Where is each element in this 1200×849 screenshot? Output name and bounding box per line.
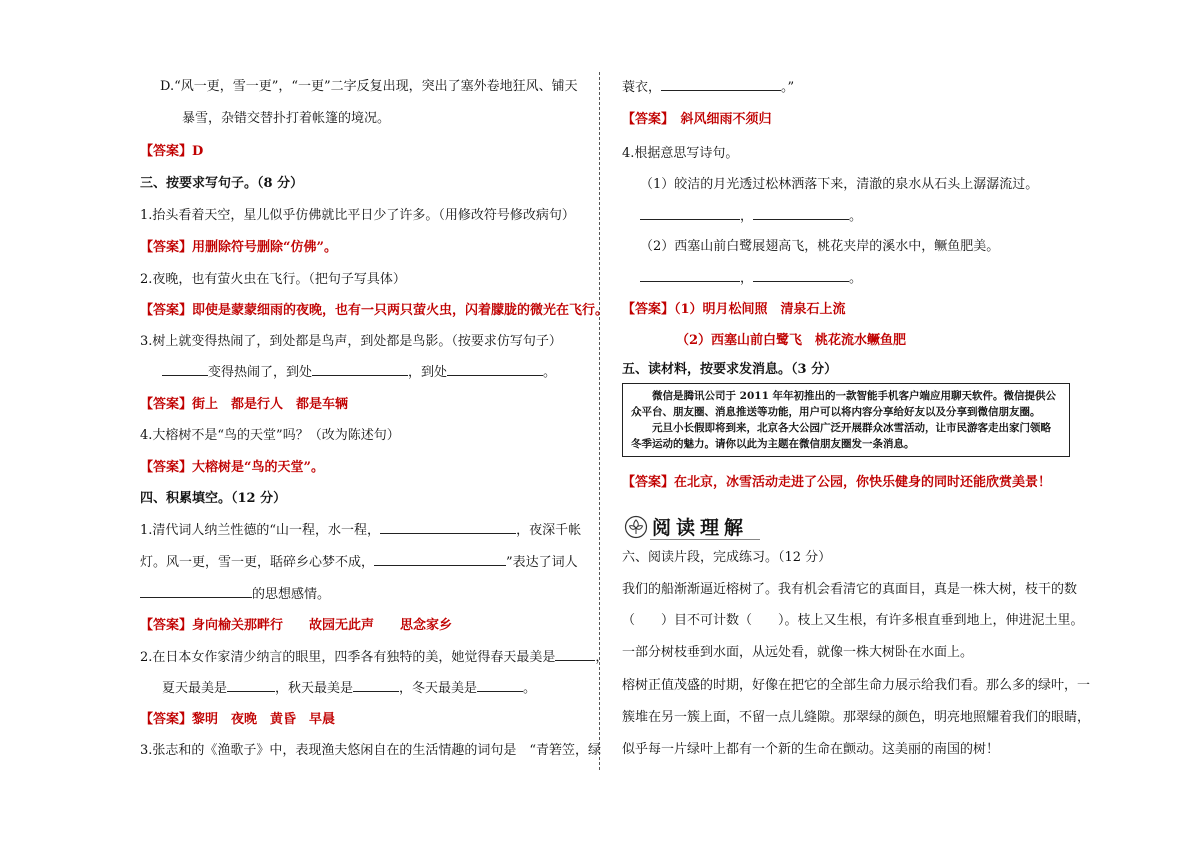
q4-1-text: ，夜深千帐 <box>516 523 582 538</box>
a3-2: 【答案】即使是蒙蒙细雨的夜晚，也有一只两只萤火虫，闪着朦胧的微光在飞行。 <box>140 303 609 318</box>
section-4-title: 四、积累填空。（12 分） <box>140 491 287 506</box>
passage-line-2: （ ）目不可计数（ ）。枝上又生根，有许多根直垂到地上，伸进泥土里。 <box>622 613 1084 628</box>
q4-4-1-blanks <box>640 207 862 226</box>
material-paragraph-2: 元旦小长假即将到来，北京各大公园广泛开展群众冰雪活动，让市民游客走出家门领略冬季运动的魅力。请你以此为主题在微信朋友圈发一条消息。 <box>631 422 1051 450</box>
q4-4-1: （1）皎洁的月光透过松林洒落下来，清澈的泉水从石头上潺潺流过。 <box>640 177 1039 192</box>
blank[interactable] <box>640 207 740 220</box>
blank[interactable] <box>374 553 506 566</box>
q3-3: 3.树上就变得热闹了，到处都是鸟声，到处都是鸟影。（按要求仿写句子） <box>140 334 562 349</box>
q4-1-line1 <box>140 521 581 540</box>
blank[interactable] <box>640 269 740 282</box>
blank[interactable] <box>753 269 849 282</box>
blank[interactable] <box>162 363 208 376</box>
reading-section-title: 阅读理解 <box>652 517 749 539</box>
q4-3-text: 。” <box>781 80 795 95</box>
q4-4: 4.根据意思写诗句。 <box>622 146 739 161</box>
q4-4-2: （2）西塞山前白鹭展翅高飞，桃花夹岸的溪水中，鳜鱼肥美。 <box>640 239 1000 254</box>
q4-3-cont <box>622 78 794 97</box>
q4-3-text: 蓑衣， <box>622 80 662 95</box>
a3-3: 【答案】街上 都是行人 都是车辆 <box>140 397 349 412</box>
passage-line-4: 榕树正值茂盛的时期，好像在把它的全部生命力展示给我们看。那么多的绿叶，一 <box>622 678 1091 693</box>
q3-3-blanks <box>162 363 556 382</box>
blank-text: ， <box>740 209 754 224</box>
blank[interactable] <box>753 207 849 220</box>
q4-2-text: ，秋天最美是 <box>275 681 354 696</box>
q4-1-text: ”表达了词人 <box>506 555 578 570</box>
flower-icon <box>624 515 648 539</box>
option-d-line2: 暴雪，杂错交替扑打着帐篷的境况。 <box>182 111 391 126</box>
option-d-line1: D.“风一更，雪一更”，“一更”二字反复出现，突出了塞外卷地狂风、铺天 <box>160 79 578 94</box>
q3-1: 1.抬头看着天空，星儿似乎仿佛就比平日少了许多。（用修改符号修改病句） <box>140 208 575 223</box>
material-box <box>622 383 1070 457</box>
a4-4b: （2）西塞山前白鹭飞 桃花流水鳜鱼肥 <box>676 333 907 348</box>
passage-line-3: 一部分树枝垂到水面，从远处看，就像一株大树卧在水面上。 <box>622 645 974 660</box>
blank[interactable] <box>477 679 523 692</box>
blank-text: ，到处 <box>408 365 448 380</box>
q4-4-2-blanks <box>640 269 862 288</box>
blank[interactable] <box>447 363 543 376</box>
q4-1-text: 1.清代词人纳兰性德的“山一程，水一程， <box>140 523 381 538</box>
a4-4a: 【答案】（1）明月松间照 清泉石上流 <box>622 302 846 317</box>
blank-text: 。 <box>849 271 863 286</box>
blank[interactable] <box>555 648 595 661</box>
q4-2-line2 <box>162 679 536 698</box>
q4-2-text: 夏天最美是 <box>162 681 228 696</box>
answer-d: 【答案】D <box>140 144 204 159</box>
a4-3: 【答案】 斜风细雨不须归 <box>622 112 772 127</box>
blank[interactable] <box>227 679 275 692</box>
blank[interactable] <box>312 363 408 376</box>
q3-2: 2.夜晚，也有萤火虫在飞行。（把句子写具体） <box>140 272 406 287</box>
a5: 【答案】在北京，冰雪活动走进了公园，你快乐健身的同时还能欣赏美景！ <box>622 475 1052 490</box>
blank[interactable] <box>353 679 399 692</box>
blank[interactable] <box>380 521 516 534</box>
passage-line-5: 簇堆在另一簇上面，不留一点儿缝隙。那翠绿的颜色，明亮地照耀着我们的眼睛， <box>622 710 1091 725</box>
blank-text: 变得热闹了，到处 <box>208 365 313 380</box>
section-6-title: 六、阅读片段，完成练习。（12 分） <box>622 550 832 565</box>
material-paragraph-1: 微信是腾讯公司于 2011 年年初推出的一款智能手机客户端应用聊天软件。微信提供公众平台、朋友圈、消息推送等功能，用户可以将内容分享给好友以及分享到微信朋友圈。 <box>631 390 1057 418</box>
q4-1-line2 <box>140 553 578 572</box>
blank-text: 。 <box>543 365 557 380</box>
a3-4: 【答案】大榕树是“鸟的天堂”。 <box>140 460 324 475</box>
q4-2-line1 <box>140 648 608 667</box>
q4-2-text: ，冬天最美是 <box>399 681 478 696</box>
q4-1-text: 的思想感情。 <box>252 587 331 602</box>
passage-line-1: 我们的船渐渐逼近榕树了。我有机会看清它的真面目，真是一株大树，枝干的数 <box>622 582 1078 597</box>
q3-4: 4.大榕树不是“鸟的天堂”吗？（改为陈述句） <box>140 428 400 443</box>
reading-title-rule <box>650 539 760 540</box>
a3-1: 【答案】用删除符号删除“仿佛”。 <box>140 240 337 255</box>
blank-text: ， <box>740 271 754 286</box>
blank-text: 。 <box>849 209 863 224</box>
q4-1-text: 灯。风一更，雪一更，聒碎乡心梦不成， <box>140 555 375 570</box>
q4-2-text: 。 <box>523 681 537 696</box>
blank[interactable] <box>661 78 781 91</box>
section-5-title: 五、读材料，按要求发消息。（3 分） <box>622 362 838 377</box>
q4-3: 3.张志和的《渔歌子》中，表现渔夫悠闲自在的生活情趣的词句是 “青箬笠，绿 <box>140 743 602 758</box>
a4-2: 【答案】黎明 夜晚 黄昏 早晨 <box>140 712 336 727</box>
q4-2-text: 2.在日本女作家清少纳言的眼里，四季各有独特的美，她觉得春天最美是 <box>140 650 556 665</box>
q4-1-line3 <box>140 585 330 604</box>
a4-1: 【答案】身向榆关那畔行 故园无此声 思念家乡 <box>140 618 453 633</box>
q4-2-text: ， <box>595 650 609 665</box>
blank[interactable] <box>140 585 252 598</box>
passage-line-6: 似乎每一片绿叶上都有一个新的生命在颤动。这美丽的南国的树！ <box>622 742 1000 757</box>
section-3-title: 三、按要求写句子。（8 分） <box>140 176 304 191</box>
